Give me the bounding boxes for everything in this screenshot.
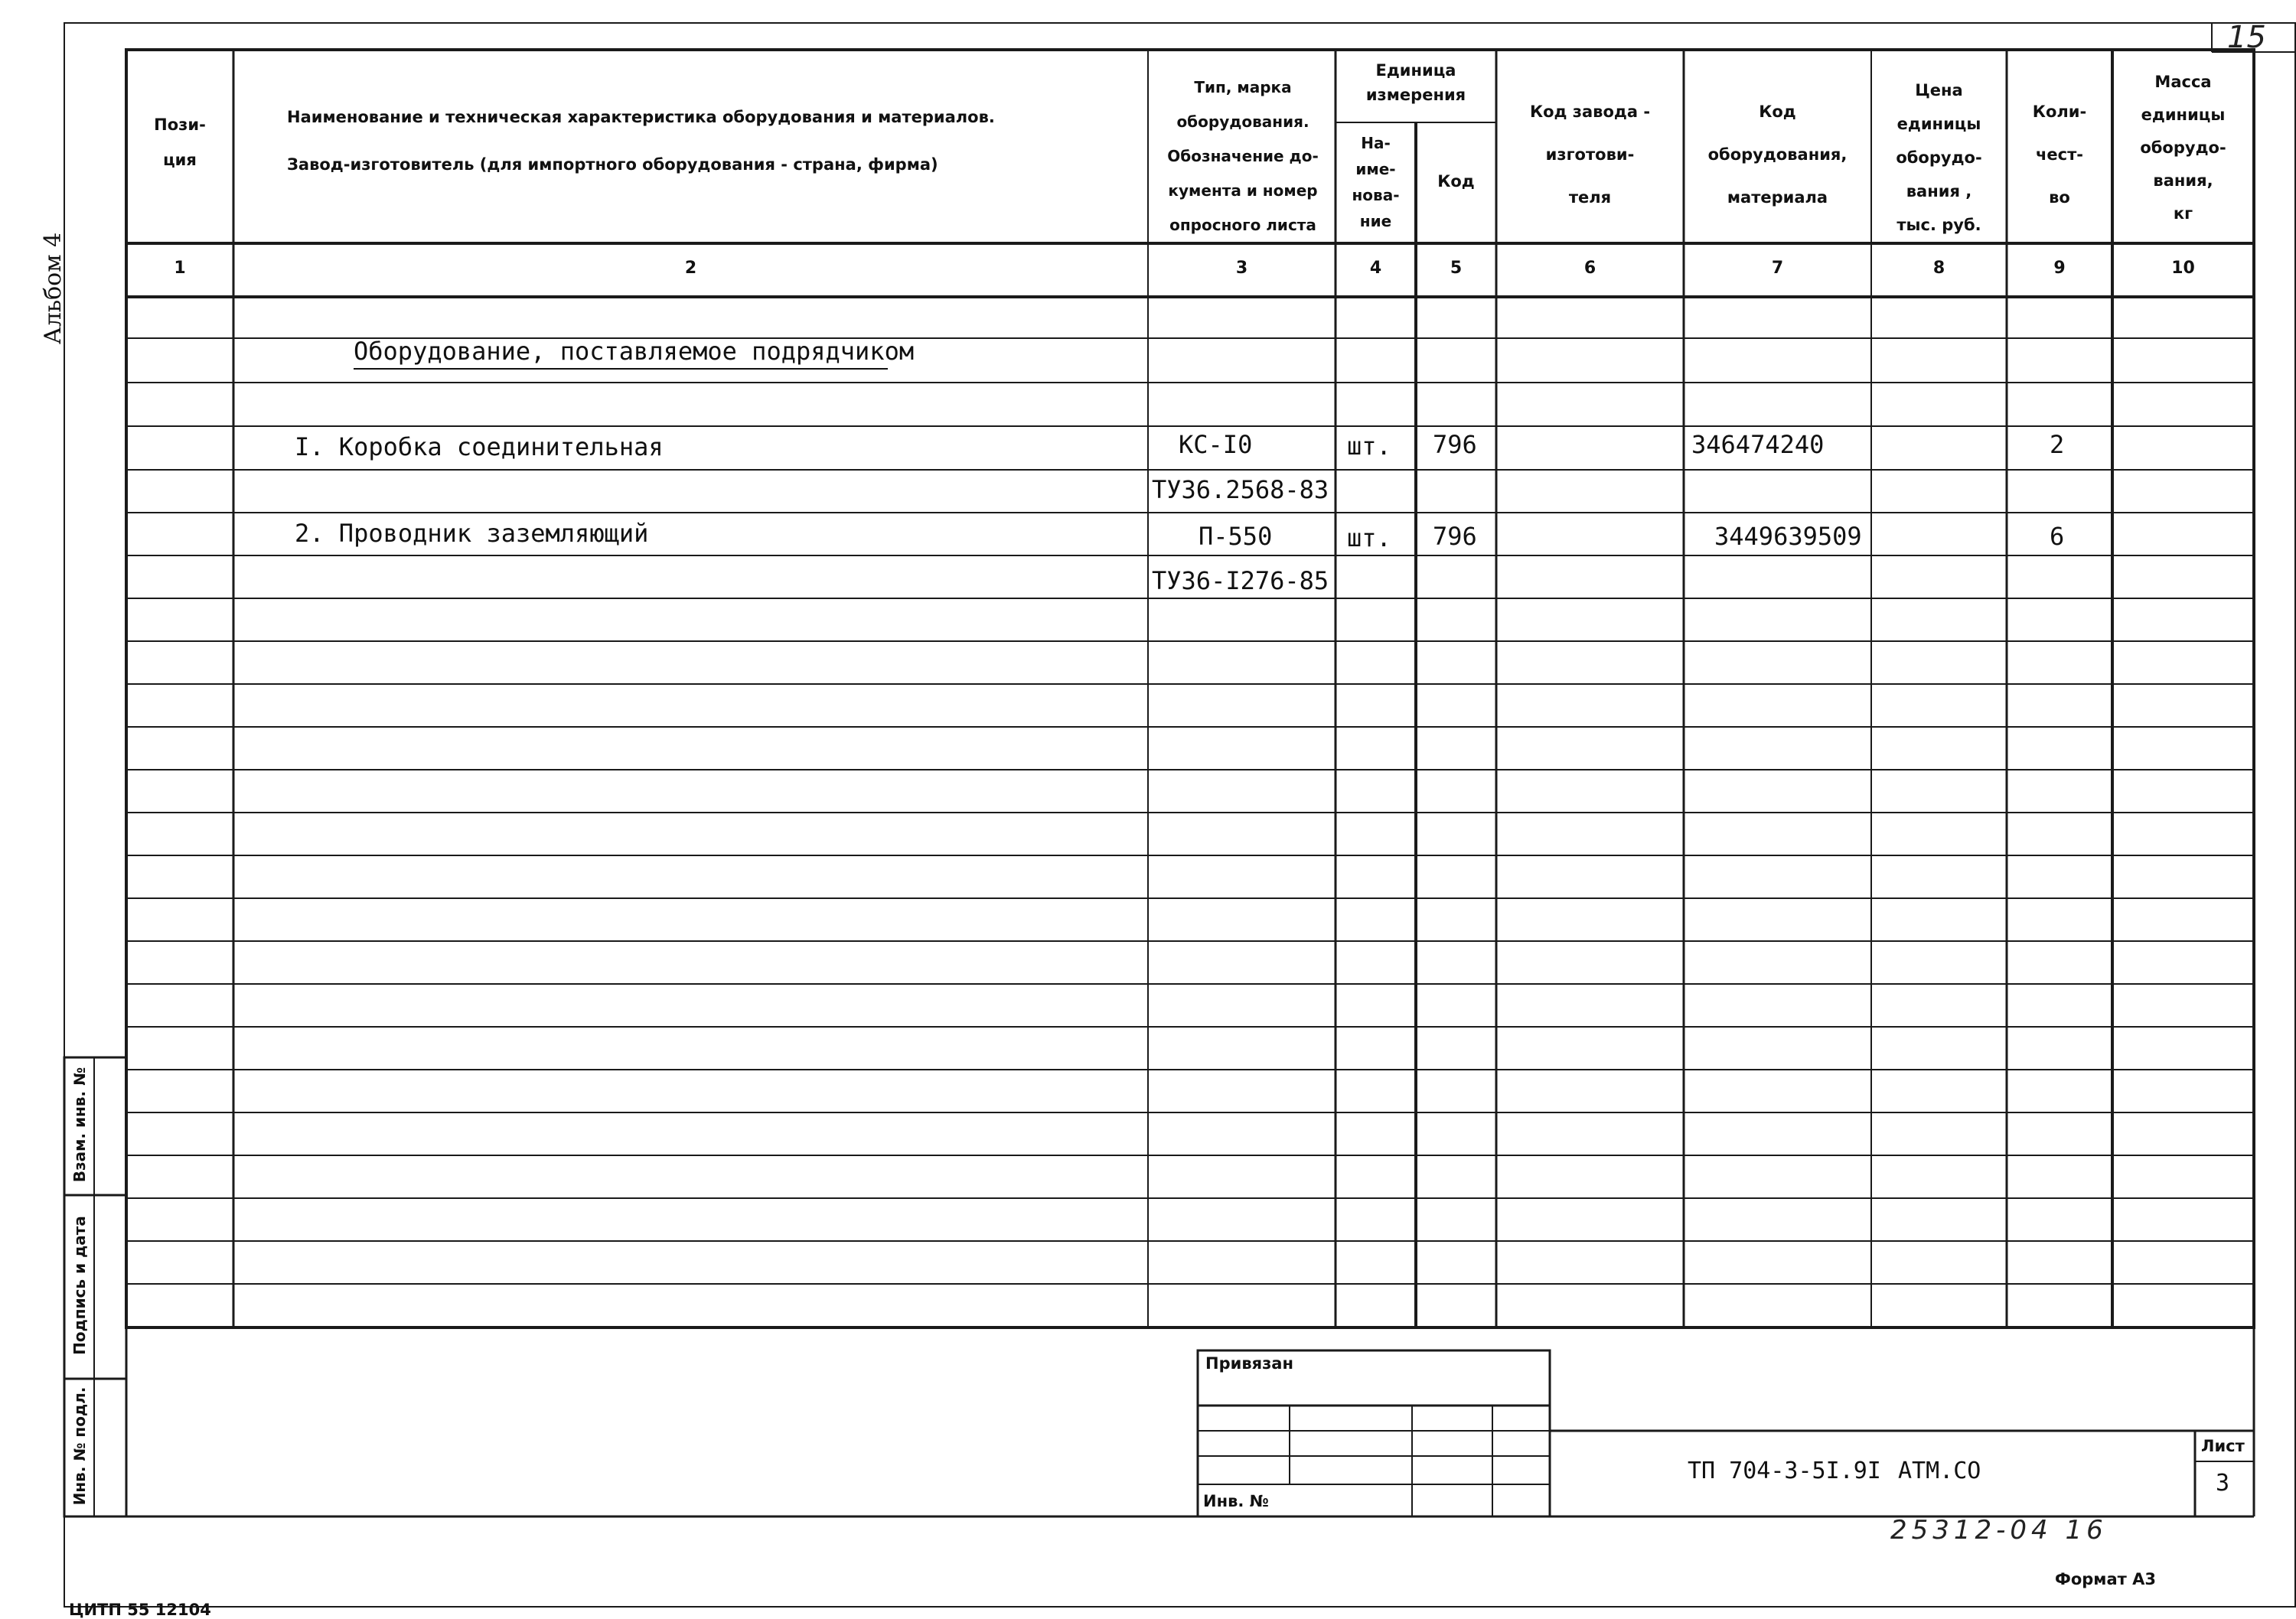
column-number: 5: [1450, 259, 1463, 278]
header-unit-code: Код: [1437, 172, 1475, 191]
header-equipment-code-line: оборудования,: [1707, 145, 1848, 164]
format-label: Формат А3: [2055, 1570, 2156, 1588]
title-block-privyazan: Привязан: [1205, 1354, 1293, 1373]
sheet-label: Лист: [2201, 1437, 2245, 1455]
column-number: 1: [174, 259, 186, 278]
header-unit-name: [1336, 130, 1416, 234]
header-factory-code: [1496, 90, 1684, 219]
album-label: Альбом 4: [40, 232, 67, 344]
header-factory-code-line: теля: [1568, 188, 1612, 207]
row-1-type: КС-I0: [1179, 430, 1253, 459]
row-2-name: 2. Проводник заземляющий: [295, 519, 649, 548]
header-mass-line: единицы: [2141, 106, 2226, 124]
section-title: Оборудование, поставляемое подрядчиком: [354, 337, 915, 366]
row-1-code: 796: [1433, 430, 1477, 459]
header-type-line: оборудования.: [1176, 112, 1309, 131]
row-2-doc: ТУ36-I276-85: [1152, 566, 1329, 595]
row-2-equipment-code: 3449639509: [1714, 522, 1862, 551]
header-name-line: Наименование и техническая характеристика оборудования и материалов.: [287, 108, 995, 126]
header-factory-code-line: изготови-: [1545, 145, 1635, 164]
header-equipment-code-line: материала: [1727, 188, 1828, 207]
header-unit-name-line: име-: [1355, 160, 1396, 178]
header-name-line: Завод-изготовитель (для импортного оборудования - страна, фирма): [287, 155, 938, 174]
row-1-equipment-code: 346474240: [1691, 430, 1825, 459]
side-stamp-inv-podl: Инв. № подл.: [70, 1386, 89, 1506]
side-stamp-vzam: Взам. инв. №: [70, 1067, 89, 1183]
header-unit-group-line: измерения: [1365, 86, 1466, 104]
row-2-quantity: 6: [2050, 522, 2065, 551]
header-mass-line: кг: [2173, 204, 2193, 223]
row-1-name: I. Коробка соединительная: [295, 432, 664, 461]
header-unit-name-line: На-: [1361, 134, 1391, 152]
column-number: 6: [1583, 259, 1596, 278]
header-type-line: Обозначение до-: [1167, 147, 1319, 165]
header-mass-line: оборудо-: [2140, 138, 2226, 157]
row-1-unit: шт.: [1347, 432, 1391, 461]
header-factory-code-line: Код завода -: [1529, 103, 1651, 121]
header-equipment-code: [1684, 90, 1871, 219]
sheet-number: 3: [2216, 1470, 2230, 1497]
header-price-line: Цена: [1915, 81, 1963, 99]
handwritten-number: 25312-04 16: [1890, 1515, 2108, 1546]
header-price-line: единицы: [1896, 115, 1981, 133]
header-quantity-line: Коли-: [2032, 103, 2087, 121]
footer-code: ЦИТП 55 12104: [69, 1601, 211, 1619]
row-2-type: П-550: [1199, 522, 1273, 551]
header-mass-line: Масса: [2154, 73, 2212, 91]
header-quantity: [2007, 90, 2112, 219]
document-code: ТП 704-3-5I.9I: [1688, 1458, 1881, 1484]
column-number: 3: [1235, 259, 1248, 278]
row-2-code: 796: [1433, 522, 1477, 551]
row-1-quantity: 2: [2050, 430, 2065, 459]
header-unit-name-line: ние: [1359, 212, 1392, 230]
header-price-line: вания ,: [1906, 182, 1972, 200]
header-price: [1871, 73, 2007, 242]
header-position-line: ция: [163, 151, 197, 169]
header-unit-name-line: нова-: [1352, 186, 1400, 204]
column-number: 7: [1771, 259, 1784, 278]
header-price-line: оборудо-: [1896, 148, 1982, 167]
column-number: 10: [2171, 259, 2195, 278]
side-stamp-podpis: Подпись и дата: [70, 1216, 89, 1355]
header-type-line: Тип, марка: [1194, 78, 1292, 96]
column-number: 9: [2053, 259, 2066, 278]
column-number: 2: [684, 259, 697, 278]
title-block-inv-no: Инв. №: [1203, 1492, 1269, 1510]
header-type: [1152, 70, 1334, 243]
header-quantity-line: чест-: [2036, 145, 2083, 164]
header-type-line: кумента и номер: [1168, 181, 1318, 200]
column-number: 4: [1369, 259, 1382, 278]
header-price-line: тыс. руб.: [1896, 216, 1981, 234]
header-position-line: Пози-: [154, 116, 206, 134]
header-mass-line: вания,: [2153, 171, 2213, 190]
header-unit-group-line: Единица: [1375, 61, 1456, 80]
header-equipment-code-line: Код: [1759, 103, 1796, 121]
page-number: 15: [2227, 20, 2266, 55]
header-position: [126, 107, 233, 178]
header-name: [287, 93, 1137, 188]
header-quantity-line: во: [2049, 188, 2070, 207]
column-number: 8: [1932, 259, 1945, 278]
row-1-doc: ТУ36.2568-83: [1152, 475, 1329, 504]
row-2-unit: шт.: [1347, 523, 1391, 552]
document-mark: АТМ.СО: [1898, 1458, 1981, 1484]
header-type-line: опросного листа: [1169, 216, 1316, 234]
header-unit-group: [1336, 58, 1496, 107]
header-mass: [2112, 66, 2254, 230]
